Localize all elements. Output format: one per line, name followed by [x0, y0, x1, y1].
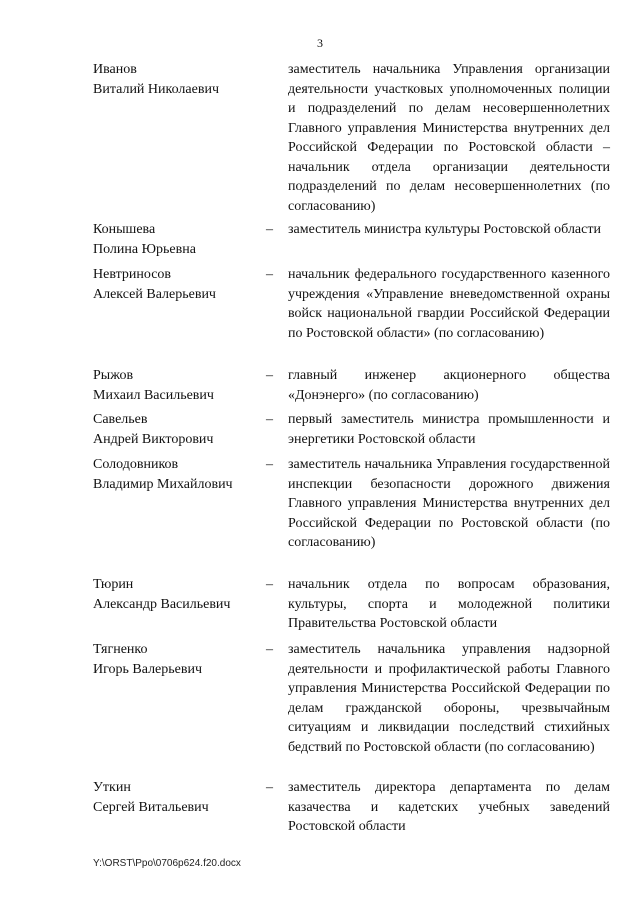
dash-separator: –: [266, 412, 273, 427]
member-given-names: Игорь Валерьевич: [93, 661, 203, 677]
member-given-names: Виталий Николаевич: [93, 81, 219, 97]
member-position: заместитель начальника Управления организации деятельности участковых уполномоченных полиции и подразделений по делам несовершеннолетних Главного управления Министерства внутренних дел Российской Федерации по Ростовской области – начальник отдела организации деятельности подразделений по делам несовершеннолетних (по согласованию): [288, 62, 610, 214]
member-name: [93, 366, 268, 405]
member-given-names: Сергей Витальевич: [93, 799, 209, 815]
member-surname: Солодовников: [93, 457, 179, 472]
member-given-names: Андрей Викторович: [93, 431, 214, 447]
member-surname: Конышева: [93, 222, 156, 237]
member-name: [93, 455, 268, 494]
member-position: начальник отдела по вопросам образования, культуры, спорта и молодежной политики Правительства Ростовской области: [288, 577, 610, 631]
member-surname: Тягненко: [93, 642, 148, 657]
member-surname: Тюрин: [93, 577, 134, 592]
member-position: начальник федерального государственного казенного учреждения «Управление вневедомственной охраны войск национальной гвардии Российской Федерации по Ростовской области» (по согласованию): [288, 267, 610, 341]
member-given-names: Полина Юрьевна: [93, 241, 196, 257]
member-surname: Иванов: [93, 62, 137, 77]
dash-separator: –: [266, 368, 273, 383]
dash-separator: –: [266, 457, 273, 472]
member-surname: Рыжов: [93, 368, 134, 383]
member-position: главный инженер акционерного общества «Донэнерго» (по согласованию): [288, 368, 610, 403]
dash-separator: –: [266, 642, 273, 657]
member-name: [93, 410, 268, 449]
member-surname: Уткин: [93, 780, 131, 795]
member-position: первый заместитель министра промышленности и энергетики Ростовской области: [288, 412, 610, 447]
page-number: 3: [317, 36, 323, 50]
member-name: [93, 778, 268, 817]
member-surname: Невтриносов: [93, 267, 172, 282]
file-path-footer: Y:\ORST\Ppo\0706p624.f20.docx: [93, 858, 241, 869]
member-name: [93, 575, 268, 614]
dash-separator: –: [266, 780, 273, 795]
member-given-names: Владимир Михайлович: [93, 476, 233, 492]
member-given-names: Александр Васильевич: [93, 596, 231, 612]
dash-separator: –: [266, 577, 273, 592]
member-surname: Савельев: [93, 412, 148, 427]
member-name: [93, 60, 268, 99]
member-given-names: Алексей Валерьевич: [93, 286, 216, 302]
member-position: заместитель начальника управления надзорной деятельности и профилактической работы Главного управления Министерства Российской Федерации по делам гражданской обороны, чрезвычайным ситуациям и ликвидации последствий стихийных бедствий по Ростовской области (по согласованию): [288, 642, 610, 755]
member-name: [93, 220, 268, 259]
member-name: [93, 265, 268, 304]
member-position: заместитель директора департамента по делам казачества и кадетских учебных заведений Ростовской области: [288, 780, 610, 834]
member-position: заместитель начальника Управления государственной инспекции безопасности дорожного движения Главного управления Министерства внутренних дел Российской Федерации по Ростовской области (по согласованию): [288, 457, 610, 550]
dash-separator: –: [266, 267, 273, 282]
member-given-names: Михаил Васильевич: [93, 387, 214, 403]
member-position: заместитель министра культуры Ростовской области: [288, 222, 601, 237]
member-name: [93, 640, 268, 679]
dash-separator: –: [266, 222, 273, 237]
